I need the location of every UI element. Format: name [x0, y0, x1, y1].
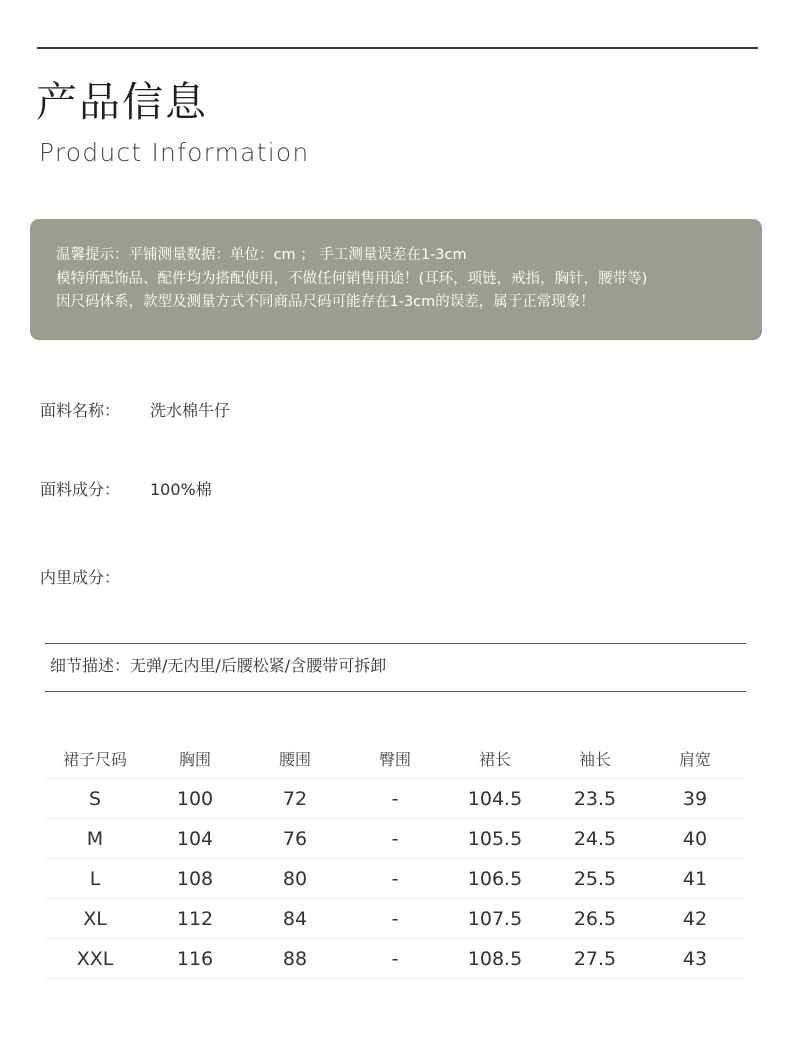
cell-hip: - — [345, 939, 445, 979]
notice-line: 因尺码体系，款型及测量方式不同商品尺码可能存在1-3cm的误差，属于正常现象！ — [56, 294, 595, 310]
cell-waist: 88 — [245, 939, 345, 979]
cell-bust: 112 — [145, 899, 245, 939]
fabric-composition-label: 面料成分： — [40, 480, 121, 499]
table-row — [45, 859, 745, 899]
detail-value: 无弹/无内里/后腰松紧/含腰带可拆卸 — [130, 656, 387, 675]
detail-description — [50, 655, 386, 677]
notice-line: 模特所配饰品、配件均为搭配使用，不做任何销售用途！(耳环，项链，戒指，胸针，腰带等) — [56, 270, 648, 287]
size-table-header-row — [45, 738, 745, 779]
cell-size: L — [45, 859, 145, 899]
cell-size: M — [45, 819, 145, 859]
size-table — [45, 738, 745, 979]
detail-label: 细节描述： — [50, 656, 131, 675]
cell-hip: - — [345, 899, 445, 939]
cell-shoulder-width: 40 — [645, 819, 745, 859]
cell-sleeve-length: 25.5 — [545, 859, 645, 899]
header-size: 裙子尺码 — [45, 738, 145, 779]
cell-hip: - — [345, 819, 445, 859]
cell-dress-length: 106.5 — [445, 859, 545, 899]
cell-size: XL — [45, 899, 145, 939]
table-row — [45, 899, 745, 939]
cell-hip: - — [345, 779, 445, 819]
cell-waist: 76 — [245, 819, 345, 859]
fabric-name-label: 面料名称： — [40, 401, 121, 420]
table-row — [45, 939, 745, 979]
cell-waist: 80 — [245, 859, 345, 899]
fabric-name-value: 洗水棉牛仔 — [150, 401, 231, 420]
header-shoulder-width: 肩宽 — [645, 738, 745, 779]
cell-sleeve-length: 27.5 — [545, 939, 645, 979]
cell-hip: - — [345, 859, 445, 899]
cell-dress-length: 104.5 — [445, 779, 545, 819]
header-bust: 胸围 — [145, 738, 245, 779]
notice-box — [30, 219, 762, 340]
cell-waist: 84 — [245, 899, 345, 939]
header-sleeve-length: 袖长 — [545, 738, 645, 779]
top-divider — [37, 47, 758, 49]
cell-waist: 72 — [245, 779, 345, 819]
cell-size: XXL — [45, 939, 145, 979]
cell-dress-length: 105.5 — [445, 819, 545, 859]
cell-sleeve-length: 23.5 — [545, 779, 645, 819]
page-subtitle: Product Information — [39, 138, 310, 167]
cell-shoulder-width: 42 — [645, 899, 745, 939]
header-dress-length: 裙长 — [445, 738, 545, 779]
header-waist: 腰围 — [245, 738, 345, 779]
cell-shoulder-width: 41 — [645, 859, 745, 899]
cell-bust: 104 — [145, 819, 245, 859]
lining-composition-label: 内里成分： — [40, 568, 121, 587]
fabric-composition-field — [40, 479, 212, 501]
detail-divider-bottom — [45, 691, 746, 692]
fabric-composition-value: 100%棉 — [150, 480, 212, 499]
cell-shoulder-width: 43 — [645, 939, 745, 979]
table-row — [45, 779, 745, 819]
notice-line: 温馨提示：平铺测量数据：单位：cm ； 手工测量误差在1-3cm — [56, 247, 467, 263]
cell-sleeve-length: 26.5 — [545, 899, 645, 939]
cell-shoulder-width: 39 — [645, 779, 745, 819]
cell-sleeve-length: 24.5 — [545, 819, 645, 859]
cell-bust: 116 — [145, 939, 245, 979]
cell-size: S — [45, 779, 145, 819]
cell-dress-length: 108.5 — [445, 939, 545, 979]
fabric-name-field — [40, 400, 230, 422]
header-hip: 臀围 — [345, 738, 445, 779]
table-row — [45, 819, 745, 859]
cell-dress-length: 107.5 — [445, 899, 545, 939]
cell-bust: 100 — [145, 779, 245, 819]
detail-divider-top — [45, 643, 746, 644]
page-title: 产品信息 — [36, 78, 208, 126]
cell-bust: 108 — [145, 859, 245, 899]
lining-composition-field — [40, 567, 150, 589]
